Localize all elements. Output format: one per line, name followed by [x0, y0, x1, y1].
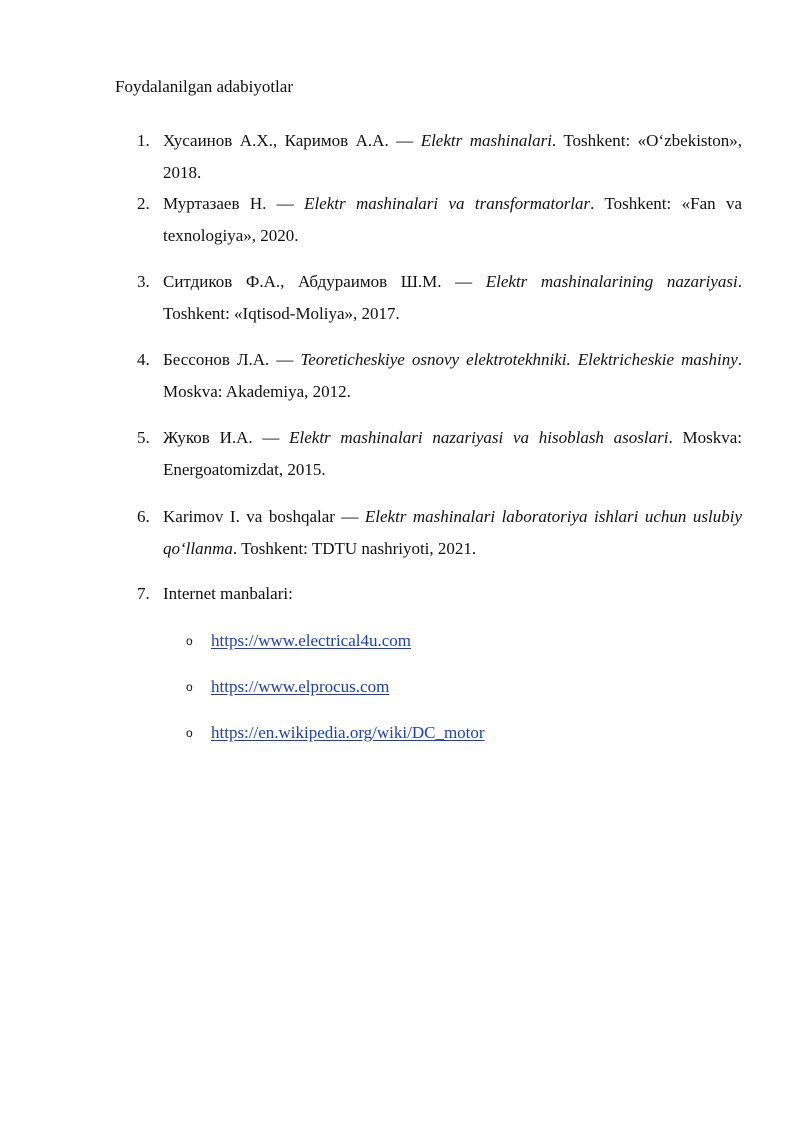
link-list-item: [186, 721, 485, 745]
bullet-icon: o: [186, 634, 193, 648]
reference-title: Elektr mashinalari va transformatorlar: [304, 194, 591, 213]
reference-authors: Ситдиков Ф.А., Абдураимов Ш.М. —: [163, 272, 486, 291]
reference-authors: Internet manbalari:: [163, 584, 293, 603]
reference-item: [137, 501, 742, 565]
reference-title: Teoreticheskiye osnovy elektrotekhniki. Elektricheskie mashiny: [300, 350, 738, 369]
reference-authors: Хусаинов А.Х., Каримов А.А. —: [163, 131, 421, 150]
link-wikipedia-dc-motor[interactable]: https://en.wikipedia.org/wiki/DC_motor: [211, 723, 485, 742]
reference-text: [163, 344, 742, 408]
reference-number: 5.: [137, 428, 150, 447]
reference-number: 3.: [137, 272, 150, 291]
reference-number: 4.: [137, 350, 150, 369]
reference-text: [163, 266, 742, 330]
reference-details: . Moskva: Akademiya, 2012.: [163, 350, 742, 401]
reference-number: 6.: [137, 507, 150, 526]
reference-title: Elektr mashinalari nazariyasi va hisoblash asoslari: [289, 428, 669, 447]
reference-text: [163, 422, 742, 486]
link-electrical4u[interactable]: https://www.electrical4u.com: [211, 631, 412, 650]
reference-details: . Toshkent: «Iqtisod-Moliya», 2017.: [163, 272, 742, 323]
link-list-item: [186, 675, 389, 699]
reference-details: . Toshkent: TDTU nashriyoti, 2021.: [232, 539, 477, 558]
reference-number: 2.: [137, 194, 150, 213]
link-elprocus[interactable]: https://www.elprocus.com: [211, 677, 390, 696]
reference-title: Elektr mashinalarining nazariyasi: [485, 272, 738, 291]
reference-text: [163, 501, 742, 565]
reference-item: [137, 422, 742, 486]
reference-authors: Бессонов Л.А. —: [163, 350, 301, 369]
reference-details: . Toshkent: «Fan va texnologiya», 2020.: [163, 194, 743, 245]
bullet-icon: o: [186, 680, 193, 694]
reference-title: Elektr mashinalari: [420, 131, 552, 150]
link-list-item: [186, 629, 411, 653]
reference-details: . Moskva: Energoatomizdat, 2015.: [163, 428, 742, 479]
reference-item: [137, 578, 742, 610]
page-title: Foydalanilgan adabiyotlar: [115, 77, 293, 96]
bullet-icon: o: [186, 726, 193, 740]
reference-details: . Toshkent: «O‘zbekiston», 2018.: [163, 131, 743, 182]
reference-number: 7.: [137, 584, 150, 603]
reference-item: [137, 125, 742, 189]
reference-number: 1.: [137, 131, 150, 150]
reference-item: [137, 266, 742, 330]
reference-text: [163, 125, 742, 189]
reference-item: [137, 344, 742, 408]
reference-authors: Муртазаев Н. —: [163, 194, 305, 213]
reference-text: [163, 578, 742, 610]
reference-text: [163, 188, 742, 252]
reference-authors: Жуков И.А. —: [163, 428, 290, 447]
reference-title: Elektr mashinalari laboratoriya ishlari uchun uslubiy qo‘llanma: [163, 507, 743, 558]
reference-authors: Karimov I. va boshqalar —: [163, 507, 365, 526]
reference-item: [137, 188, 742, 252]
